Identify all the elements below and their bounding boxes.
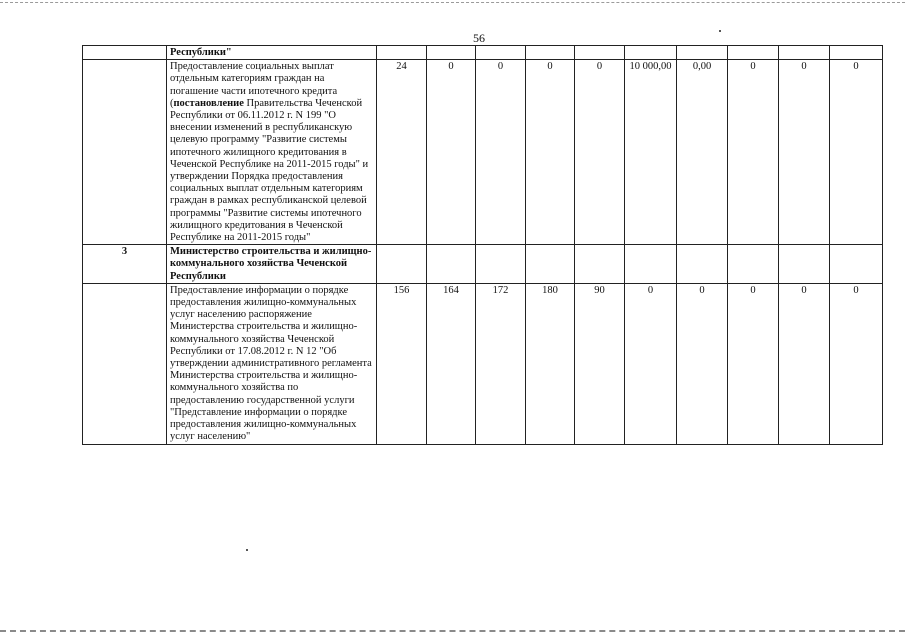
row-name-cell: Предоставление информации о порядке предоставления жилищно-коммунальных услуг населению распоряжение Министерства строительства и жилищно-коммунального хозяйства Чеченской Республики от 17.08.2012 г. N 12 "Об утверждении административного регламента Министерства строительства и жилищно-коммунального хозяйства по предоставлению государственной услуги "Представление информации о порядке предоставления жилищно-коммунальных услуг населению" [167,283,377,444]
row-name-cell: Министерство строительства и жилищно-коммунального хозяйства Чеченской Республики [167,245,377,284]
scan-speck [246,549,248,551]
value-cell: 0 [526,60,575,245]
row-index-cell [83,60,167,245]
value-cell [526,46,575,60]
value-cell [779,46,830,60]
scan-edge-bottom [0,630,905,632]
value-cell: 0 [427,60,476,245]
value-cell [830,46,883,60]
value-cell [677,46,728,60]
value-cell [427,46,476,60]
table-row-section [83,245,883,284]
value-cell [728,46,779,60]
value-cell [575,245,625,284]
row-index-cell [83,46,167,60]
table-row [83,46,883,60]
value-cell: 0 [575,60,625,245]
value-cell: 0 [677,283,728,444]
row-name-part: Правительства Чеченской Республики от 06.11.2012 г. N 199 "О внесении изменений в республиканскую целевую программу "Развитие системы ипотечного жилищного кредитования в Чеченской Республике на 2011-2015 годы" и утверждении Порядка предоставления социальных выплат отдельным категориям граждан в рамках республиканской целевой программы "Развитие системы ипотечного жилищного кредитования в Чеченской Республике на 2011-2015 годы" [170,97,369,244]
value-cell [728,245,779,284]
row-name-part-bold: постановление [173,97,244,109]
value-cell: 0 [728,60,779,245]
value-cell: 10 000,00 [625,60,677,245]
value-cell [625,245,677,284]
value-cell [830,245,883,284]
value-cell [625,46,677,60]
row-name-cell [167,60,377,245]
value-cell: 0 [728,283,779,444]
value-cell: 172 [476,283,526,444]
row-name-part: Предоставление социальных выплат отдельным категориям граждан на погашение части ипотечного кредита ( [170,61,338,109]
table-row [83,283,883,444]
scan-edge-top [0,2,905,3]
row-index-cell: 3 [83,245,167,284]
value-cell [377,46,427,60]
value-cell: 0,00 [677,60,728,245]
value-cell [427,245,476,284]
value-cell [677,245,728,284]
value-cell: 0 [830,283,883,444]
row-name-cell: Республики" [167,46,377,60]
value-cell: 0 [779,60,830,245]
value-cell [526,245,575,284]
value-cell [779,245,830,284]
value-cell [476,46,526,60]
value-cell [476,245,526,284]
row-index-cell [83,283,167,444]
scan-speck [719,30,721,32]
value-cell: 164 [427,283,476,444]
value-cell: 0 [779,283,830,444]
value-cell: 180 [526,283,575,444]
value-cell: 0 [476,60,526,245]
data-table [82,45,883,445]
value-cell: 0 [625,283,677,444]
value-cell: 90 [575,283,625,444]
table-row [83,60,883,245]
value-cell: 156 [377,283,427,444]
page-number: 56 [473,31,485,45]
value-cell [377,245,427,284]
value-cell [575,46,625,60]
value-cell: 24 [377,60,427,245]
value-cell: 0 [830,60,883,245]
